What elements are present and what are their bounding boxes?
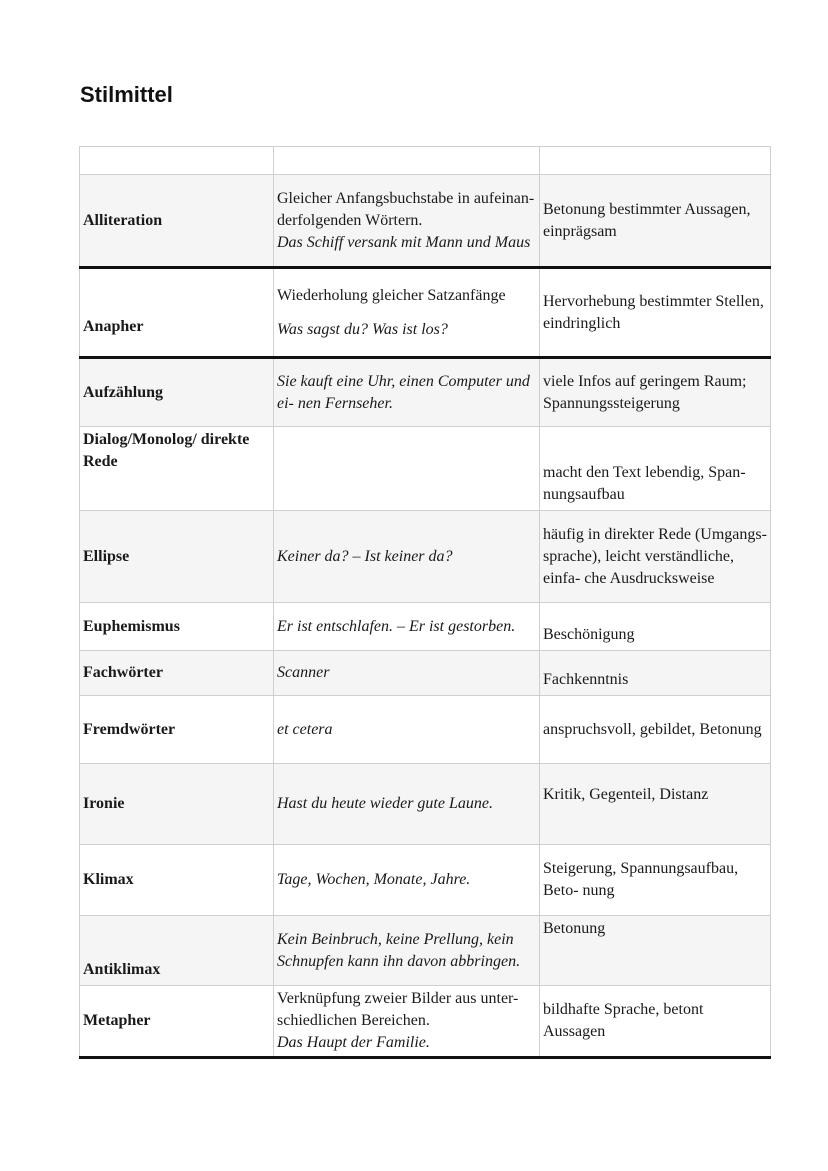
term-cell: Antiklimax — [80, 916, 274, 986]
effect-cell: Betonung — [540, 916, 771, 986]
example-cell: Kein Beinbruch, keine Prellung, kein Schnupfen kann ihn davon abbringen. — [274, 916, 540, 986]
example-cell: Hast du heute wieder gute Laune. — [274, 764, 540, 845]
table-row — [80, 427, 771, 511]
table-row — [80, 916, 771, 986]
term-cell: Euphemismus — [80, 603, 274, 651]
effect-cell: Fachkenntnis — [540, 651, 771, 696]
definition-text: Gleicher Anfangsbuchstabe in aufeinan- derfolgenden Wörtern. — [277, 189, 535, 229]
term-cell: Ironie — [80, 764, 274, 845]
table-row — [80, 986, 771, 1058]
example-cell — [274, 427, 540, 511]
example-cell: Er ist entschlafen. – Er ist gestorben. — [274, 603, 540, 651]
term-cell: Klimax — [80, 845, 274, 916]
table-row — [80, 845, 771, 916]
definition-cell — [274, 175, 540, 268]
table-header-row-empty — [80, 147, 771, 175]
term-cell: Fachwörter — [80, 651, 274, 696]
effect-cell: Betonung bestimmter Aussagen, einprägsam — [540, 175, 771, 268]
example-text: Das Schiff versank mit Mann und Maus — [277, 233, 531, 251]
example-cell: Sie kauft eine Uhr, einen Computer und ei- nen Fernseher. — [274, 358, 540, 427]
page-title: Stilmittel — [80, 82, 173, 107]
example-cell: Tage, Wochen, Monate, Jahre. — [274, 845, 540, 916]
table-row — [80, 696, 771, 764]
effect-cell: häufig in direkter Rede (Umgangs- sprache), leicht verständliche, einfa- che Ausdrucksweise — [540, 511, 771, 603]
table-row — [80, 603, 771, 651]
table-row — [80, 651, 771, 696]
table-cell — [540, 147, 771, 175]
term-cell: Dialog/Monolog/ direkte Rede — [80, 427, 274, 511]
effect-cell: Kritik, Gegenteil, Distanz — [540, 764, 771, 845]
term-cell: Metapher — [80, 986, 274, 1058]
example-cell: Scanner — [274, 651, 540, 696]
example-cell: Keiner da? – Ist keiner da? — [274, 511, 540, 603]
table-row — [80, 358, 771, 427]
term-cell: Fremdwörter — [80, 696, 274, 764]
definition-cell — [274, 268, 540, 358]
table-row — [80, 511, 771, 603]
effect-cell: bildhafte Sprache, betont Aussagen — [540, 986, 771, 1058]
term-cell: Aufzählung — [80, 358, 274, 427]
definition-text: Wiederholung gleicher Satzanfänge — [277, 286, 506, 304]
definition-text: Verknüpfung zweier Bilder aus unter- schiedlichen Bereichen. — [277, 990, 519, 1029]
table-row — [80, 268, 771, 358]
effect-cell: viele Infos auf geringem Raum; Spannungssteigerung — [540, 358, 771, 427]
effect-cell: anspruchsvoll, gebildet, Betonung — [540, 696, 771, 764]
effect-cell: Hervorhebung bestimmter Stellen, eindringlich — [540, 268, 771, 358]
effect-cell: macht den Text lebendig, Span- nungsaufbau — [540, 427, 771, 511]
effect-cell: Steigerung, Spannungsaufbau, Beto- nung — [540, 845, 771, 916]
table-cell — [274, 147, 540, 175]
example-text: Was sagst du? Was ist los? — [277, 320, 448, 338]
effect-cell: Beschönigung — [540, 603, 771, 651]
term-cell: Alliteration — [80, 175, 274, 268]
stilmittel-table — [79, 146, 771, 1059]
example-text: Das Haupt der Familie. — [277, 1034, 430, 1051]
term-cell: Anapher — [80, 268, 274, 358]
term-cell: Ellipse — [80, 511, 274, 603]
table-row — [80, 175, 771, 268]
table-cell — [80, 147, 274, 175]
definition-cell — [274, 986, 540, 1058]
example-cell: et cetera — [274, 696, 540, 764]
table-row — [80, 764, 771, 845]
